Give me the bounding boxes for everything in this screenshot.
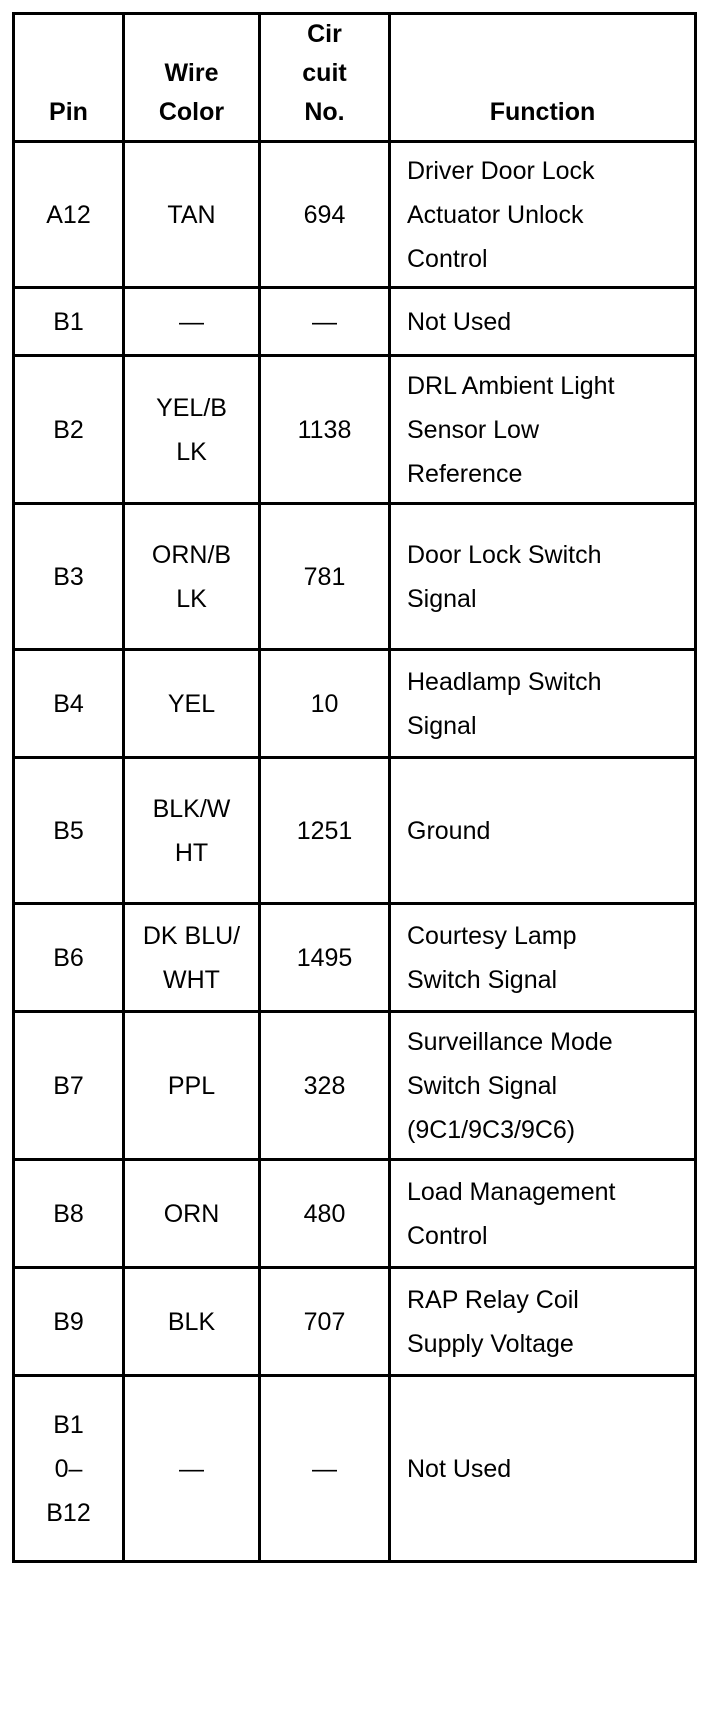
cell-line: B2 bbox=[53, 415, 84, 444]
cell-circuit-no bbox=[260, 1376, 390, 1562]
cell-wire-color bbox=[124, 504, 260, 650]
cell-circuit-no bbox=[260, 142, 390, 288]
cell-circuit-no bbox=[260, 650, 390, 758]
cell-line: B1 bbox=[53, 307, 84, 336]
cell-function bbox=[390, 142, 696, 288]
cell-function bbox=[390, 504, 696, 650]
cell-function bbox=[390, 356, 696, 504]
cell-line: cuit bbox=[302, 59, 347, 87]
cell-pin bbox=[14, 1160, 124, 1268]
cell-wire-color bbox=[124, 758, 260, 904]
cell-line: Door Lock Switch bbox=[407, 540, 602, 569]
cell-pin bbox=[14, 142, 124, 288]
cell-line: ORN bbox=[163, 1199, 220, 1228]
cell-line: Wire bbox=[164, 59, 219, 87]
cell-line: Surveillance Mode bbox=[407, 1027, 613, 1056]
cell-circuit-no bbox=[260, 904, 390, 1012]
cell-circuit-no bbox=[260, 1268, 390, 1376]
cell-circuit-no bbox=[260, 1160, 390, 1268]
cell-line: Driver Door Lock bbox=[407, 156, 595, 185]
cell-line: DK BLU/ bbox=[142, 921, 241, 950]
table-row bbox=[14, 142, 696, 288]
cell-line: 0– bbox=[54, 1454, 83, 1483]
cell-line: BLK/W bbox=[152, 794, 231, 823]
cell-pin bbox=[14, 650, 124, 758]
cell-wire-color bbox=[124, 1012, 260, 1160]
table-row bbox=[14, 1160, 696, 1268]
cell-line: B3 bbox=[53, 562, 84, 591]
cell-line: LK bbox=[176, 437, 207, 466]
cell-circuit-no bbox=[260, 758, 390, 904]
cell-line: B9 bbox=[53, 1307, 84, 1336]
cell-line: 10 bbox=[310, 689, 339, 718]
table-row bbox=[14, 504, 696, 650]
cell-circuit-no bbox=[260, 504, 390, 650]
connector-pinout-table bbox=[12, 12, 697, 1563]
cell-line: Reference bbox=[407, 459, 523, 488]
cell-line: Not Used bbox=[407, 1454, 512, 1483]
cell-line: RAP Relay Coil bbox=[407, 1285, 579, 1314]
cell-line: A12 bbox=[46, 200, 91, 229]
cell-pin bbox=[14, 356, 124, 504]
cell-pin bbox=[14, 1012, 124, 1160]
cell-function bbox=[390, 1012, 696, 1160]
cell-function bbox=[390, 904, 696, 1012]
cell-function bbox=[390, 1268, 696, 1376]
cell-line: B12 bbox=[46, 1498, 91, 1527]
header-circuit-no bbox=[260, 14, 390, 142]
cell-wire-color bbox=[124, 1268, 260, 1376]
cell-line: 707 bbox=[303, 1307, 346, 1336]
cell-line: — bbox=[312, 1454, 337, 1483]
cell-line: PPL bbox=[167, 1071, 216, 1100]
cell-line: (9C1/9C3/9C6) bbox=[407, 1115, 576, 1144]
cell-wire-color bbox=[124, 356, 260, 504]
cell-line: B8 bbox=[53, 1199, 84, 1228]
cell-pin bbox=[14, 504, 124, 650]
cell-line: Actuator Unlock bbox=[407, 200, 584, 229]
cell-function bbox=[390, 650, 696, 758]
table-row bbox=[14, 650, 696, 758]
cell-function bbox=[390, 1376, 696, 1562]
cell-pin bbox=[14, 758, 124, 904]
cell-line: TAN bbox=[167, 200, 216, 229]
cell-line: 781 bbox=[303, 562, 346, 591]
cell-pin bbox=[14, 1268, 124, 1376]
cell-line: B7 bbox=[53, 1071, 84, 1100]
cell-line: Signal bbox=[407, 711, 477, 740]
cell-wire-color bbox=[124, 288, 260, 356]
cell-circuit-no bbox=[260, 356, 390, 504]
cell-line: Load Management bbox=[407, 1177, 616, 1206]
header-wire-color bbox=[124, 14, 260, 142]
cell-line: WHT bbox=[163, 965, 220, 994]
cell-line: DRL Ambient Light bbox=[407, 371, 615, 400]
cell-circuit-no bbox=[260, 1012, 390, 1160]
cell-line: B6 bbox=[53, 943, 84, 972]
table-row bbox=[14, 758, 696, 904]
cell-line: 1495 bbox=[296, 943, 353, 972]
cell-pin bbox=[14, 288, 124, 356]
cell-line: Control bbox=[407, 244, 488, 273]
cell-line: No. bbox=[304, 98, 345, 126]
table-row bbox=[14, 1012, 696, 1160]
cell-line: Switch Signal bbox=[407, 965, 558, 994]
cell-line: Not Used bbox=[407, 307, 512, 336]
cell-line: — bbox=[179, 307, 204, 336]
cell-pin bbox=[14, 1376, 124, 1562]
cell-function bbox=[390, 758, 696, 904]
cell-wire-color bbox=[124, 904, 260, 1012]
cell-line: ORN/B bbox=[151, 540, 232, 569]
cell-line: Sensor Low bbox=[407, 415, 540, 444]
cell-line: Switch Signal bbox=[407, 1071, 558, 1100]
cell-function bbox=[390, 288, 696, 356]
header-function bbox=[390, 14, 696, 142]
cell-wire-color bbox=[124, 1160, 260, 1268]
cell-line: — bbox=[179, 1454, 204, 1483]
table-row bbox=[14, 1376, 696, 1562]
cell-line: Cir bbox=[307, 20, 342, 48]
table-body bbox=[14, 142, 696, 1562]
cell-line: B4 bbox=[53, 689, 84, 718]
table-row bbox=[14, 288, 696, 356]
header-row bbox=[14, 14, 696, 142]
cell-line: Courtesy Lamp bbox=[407, 921, 577, 950]
cell-line: YEL bbox=[167, 689, 216, 718]
cell-wire-color bbox=[124, 142, 260, 288]
cell-line: 328 bbox=[303, 1071, 346, 1100]
cell-line: Headlamp Switch bbox=[407, 667, 602, 696]
cell-pin bbox=[14, 904, 124, 1012]
table-row bbox=[14, 904, 696, 1012]
header-pin bbox=[14, 14, 124, 142]
cell-line: Signal bbox=[407, 584, 477, 613]
cell-line: Pin bbox=[49, 98, 88, 126]
table-row bbox=[14, 1268, 696, 1376]
cell-line: Color bbox=[158, 98, 225, 126]
cell-line: Ground bbox=[407, 816, 491, 845]
cell-line: BLK bbox=[167, 1307, 216, 1336]
cell-line: Function bbox=[489, 98, 596, 126]
cell-wire-color bbox=[124, 650, 260, 758]
cell-line: 1251 bbox=[296, 816, 353, 845]
cell-line: YEL/B bbox=[156, 393, 227, 422]
cell-line: LK bbox=[176, 584, 207, 613]
connector-pinout-table-container bbox=[12, 12, 694, 1563]
cell-line: B5 bbox=[53, 816, 84, 845]
cell-line: — bbox=[312, 307, 337, 336]
cell-line: 694 bbox=[303, 200, 346, 229]
table-row bbox=[14, 356, 696, 504]
cell-line: 1138 bbox=[297, 415, 352, 444]
cell-line: 480 bbox=[303, 1199, 346, 1228]
cell-line: Control bbox=[407, 1221, 488, 1250]
cell-circuit-no bbox=[260, 288, 390, 356]
cell-wire-color bbox=[124, 1376, 260, 1562]
cell-line: Supply Voltage bbox=[407, 1329, 574, 1358]
cell-line: B1 bbox=[53, 1410, 84, 1439]
cell-function bbox=[390, 1160, 696, 1268]
cell-line: HT bbox=[174, 838, 209, 867]
